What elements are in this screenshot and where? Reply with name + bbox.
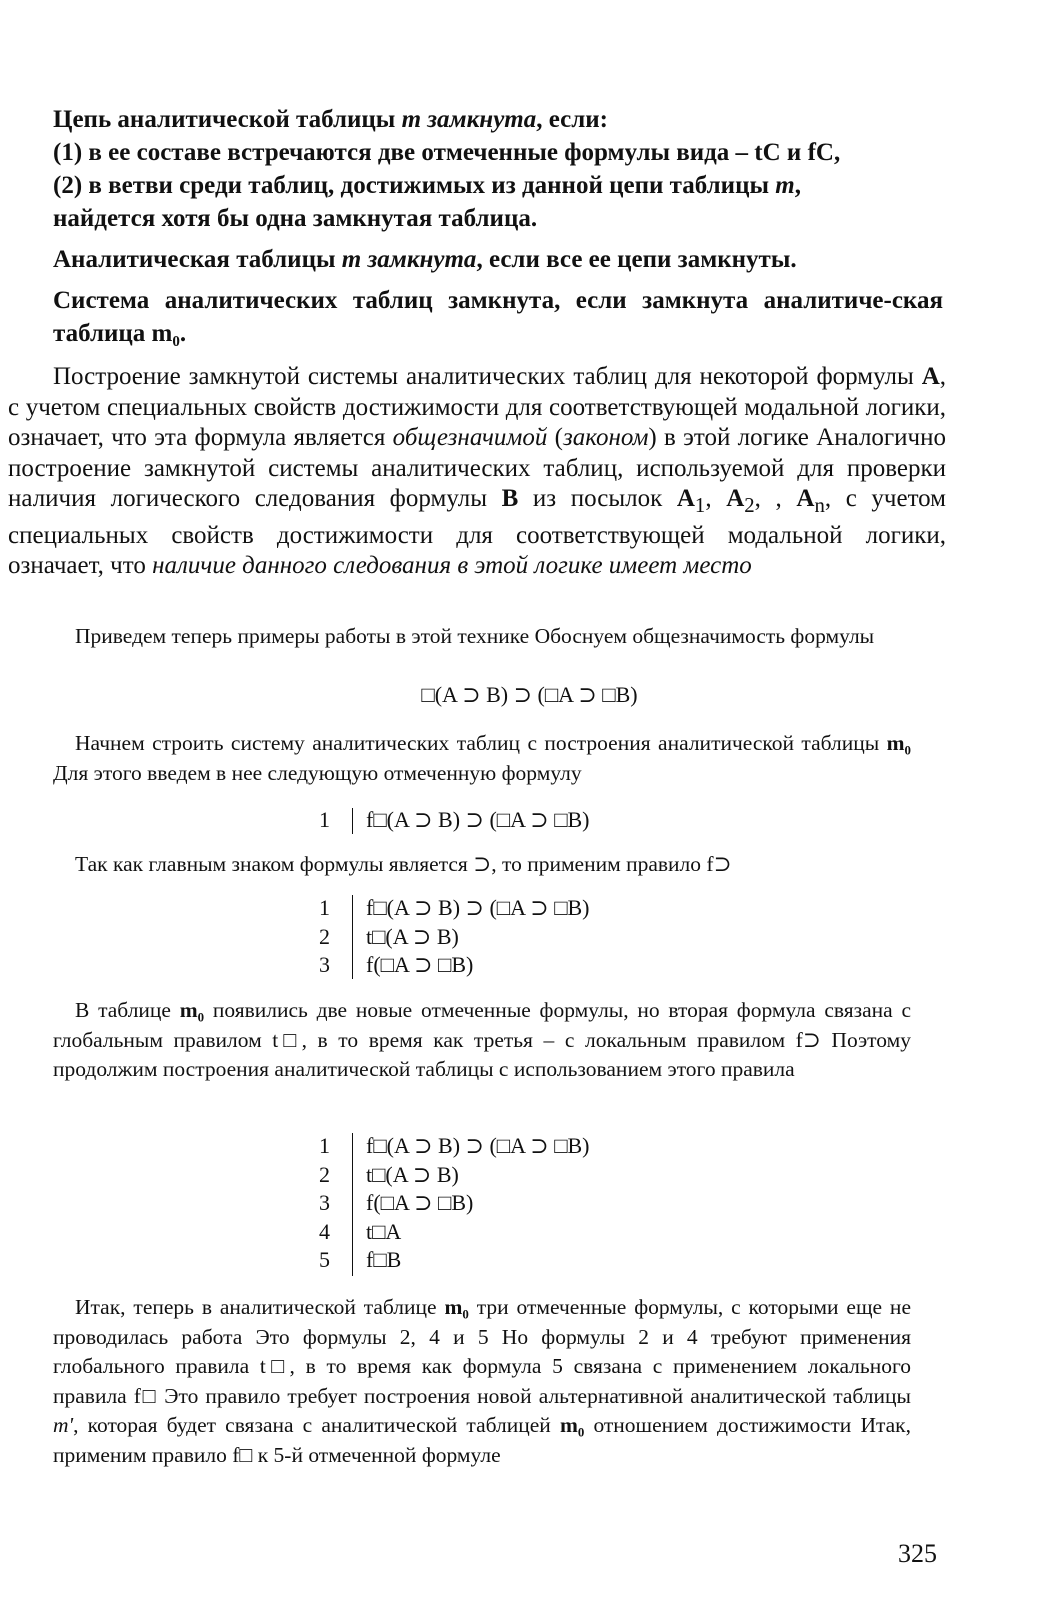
tableau-3-numbers [300, 1132, 330, 1275]
para6c: три отмеченные формулы, с которыми еще не проводилась работа Это формулы 2, 4 и 5 Но формулы 2 и 4 требуют применения глобального правила t□, в то время как формула 5 связана с применением локального правила f□ Это правило требует построения новой альтернативной аналитической таблицы [53, 1295, 911, 1408]
para1-t4: ) в этой логике Аналогично построение замкнутой системы аналитических таблиц, используемой для проверки наличия логического следования формулы [8, 424, 947, 512]
para1-A2: A [726, 485, 745, 512]
para3a: Начнем строить систему аналитических таблиц с построения аналитической таблицы [75, 731, 887, 755]
tableau-3-num-3: 3 [319, 1190, 330, 1215]
para1-sn: n [814, 493, 825, 517]
def1-condition-1: (1) в ее составе встречаются две отмеченные формулы вида – tC и fC, [53, 139, 841, 166]
tableau-3-formula-5: f□B [366, 1247, 402, 1272]
def2-text: Аналитическая таблицы [53, 246, 342, 273]
tableau-3-formula-2: t□(A ⊃ B) [366, 1161, 459, 1187]
para1-t2: , с учетом специальных свойств достижимости для соответствующей модальной логики, означает, что эта формула является [8, 363, 946, 451]
def1-italic: m замкнута [401, 106, 537, 133]
def1-condition-2-comma: , [794, 172, 801, 199]
formula-main: □(A ⊃ B) ⊃ (□A ⊃ □B) [421, 682, 638, 707]
para6g: отношением достижимости Итак, применим правило f□ к 5-й отмеченной формуле [53, 1413, 911, 1467]
tableau-1-bar [352, 808, 353, 834]
para5a: В таблице [75, 998, 180, 1022]
para6a: Итак, теперь в аналитической таблице [75, 1295, 445, 1319]
paragraph-construction [8, 362, 946, 582]
para5-m0: m₀ [179, 998, 205, 1022]
tableau-3-num-5: 5 [319, 1247, 330, 1272]
para1-c1: , [705, 485, 727, 512]
para1-t6: , с учетом специальных свойств достижимости для соответствующей модальной логики, означает, что [8, 485, 947, 579]
def1-condition-2-end: найдется хотя бы одна замкнутая таблица. [53, 205, 538, 232]
para3c: Для этого введем в нее следующую отмеченную формулу [53, 760, 582, 785]
para1-A1: A [676, 485, 695, 512]
para1-i2: законом [563, 424, 649, 451]
para3-m0: m₀ [886, 731, 911, 755]
tableau-2-num-3: 3 [319, 952, 330, 977]
tableau-3-formulas [366, 1132, 590, 1275]
definition-table-closed [53, 243, 943, 276]
para1 [8, 362, 946, 582]
para5 [53, 996, 911, 1085]
tableau-2-formula-2: t□(A ⊃ B) [366, 923, 459, 949]
para1-s2: 2 [744, 493, 755, 517]
definitions-block [53, 103, 943, 350]
para2: Приведем теперь примеры работы в этой технике Обоснуем общезначимость формулы [75, 624, 875, 648]
para1-i3: наличие данного следования в этой логике имеет место [152, 552, 752, 579]
tableau-1-num-1: 1 [319, 807, 330, 832]
def1-condition-2-m: m [775, 172, 795, 199]
paragraph-start [53, 729, 911, 788]
tableau-3-num-1: 1 [319, 1133, 330, 1158]
para1-s1: 1 [694, 493, 706, 517]
def1-text: Цепь аналитической таблицы [53, 106, 402, 133]
para1-i1: общезначимой [392, 424, 548, 451]
para6-m-prime: m' [53, 1413, 74, 1437]
para6 [53, 1293, 911, 1470]
tableau-2-num-1: 1 [319, 895, 330, 920]
page-number: 325 [898, 1539, 937, 1568]
paragraph-examples [53, 622, 911, 652]
para6-m0-2: m₀ [559, 1413, 585, 1437]
tableau-3-formula-4: t□A [366, 1218, 402, 1244]
def2-text-end: , если все ее цепи замкнуты. [476, 246, 797, 273]
tableau-2-bar [352, 895, 353, 979]
tableau-3-bar [352, 1133, 353, 1276]
def1-condition-2: (2) в ветви среди таблиц, достижимых из данной цепи таблицы [53, 172, 776, 199]
para6e: , которая будет связана с аналитической таблицей [73, 1413, 560, 1437]
tableau-1-formulas [366, 806, 590, 835]
tableau-2-num-2: 2 [319, 923, 330, 949]
paragraph-new-formulas [53, 996, 911, 1085]
para4: Так как главным знаком формулы является ⊃, то применим правило f⊃ [75, 852, 732, 876]
para3 [53, 729, 911, 788]
tableau-2-formula-1: f□(A ⊃ B) ⊃ (□A ⊃ □B) [366, 895, 590, 920]
def1-text-end: , если: [536, 106, 608, 133]
para1-t3: ( [547, 424, 564, 451]
tableau-2-formula-3: f(□A ⊃ □B) [366, 952, 474, 977]
tableau-3-formula-1: f□(A ⊃ B) ⊃ (□A ⊃ □B) [366, 1133, 590, 1158]
para1-An: A [796, 485, 815, 512]
tableau-2-formulas [366, 894, 590, 980]
tableau-3-num-4: 4 [319, 1218, 330, 1244]
para1-t5: из посылок [518, 485, 677, 512]
definition-system-closed: Система аналитических таблиц замкнута, если замкнута аналитиче-ская таблица m₀. [53, 287, 943, 347]
para6-m0: m₀ [444, 1295, 469, 1319]
para5c: появились две новые отмеченные формулы, но вторая формула связана с глобальным правилом t□, в то время как третья – с локальным правилом f⊃ Поэтому продолжим построения аналитической таблицы с использованием этого правила [53, 998, 911, 1081]
paragraph-rule [53, 850, 911, 880]
tableau-1-numbers [300, 806, 330, 835]
tableau-1-formula-1: f□(A ⊃ B) ⊃ (□A ⊃ □B) [366, 807, 590, 832]
para1-c2: , , [754, 485, 797, 512]
tableau-3-formula-3: f(□A ⊃ □B) [366, 1190, 474, 1215]
def2-italic: m замкнута [341, 246, 477, 273]
tableau-2-numbers [300, 894, 330, 980]
para1-B: B [501, 485, 519, 512]
tableau-3-num-2: 2 [319, 1161, 330, 1187]
definition-chain-closed [53, 103, 943, 235]
paragraph-continue [53, 1293, 911, 1470]
para1-t1: Построение замкнутой системы аналитических таблиц для некоторой формулы [53, 363, 922, 390]
para1-A: A [921, 363, 940, 390]
